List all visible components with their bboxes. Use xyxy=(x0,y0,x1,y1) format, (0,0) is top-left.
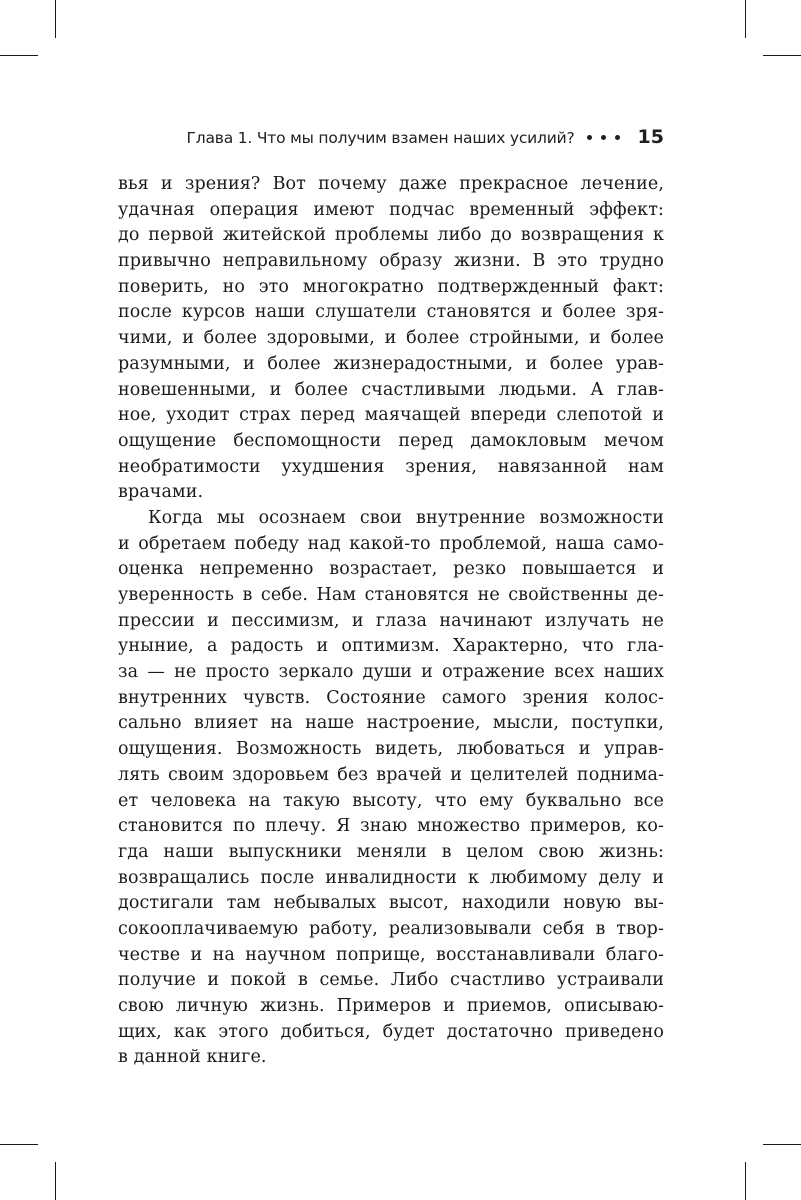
text-line: ет человека на такую высоту, что ему буквально все xyxy=(118,790,664,811)
crop-mark-left-top xyxy=(0,55,38,56)
dot-icon xyxy=(615,135,620,140)
text-line: становится по плечу. Я знаю множество примеров, ко- xyxy=(118,816,664,837)
text-line: получие и покой в семье. Либо счастливо устраивали xyxy=(118,970,664,991)
text-line: честве и на научном поприще, восстанавливали благо- xyxy=(118,944,664,965)
crop-mark-right-bottom xyxy=(763,1144,801,1145)
body-text xyxy=(118,172,664,1071)
crop-mark-top-right xyxy=(745,0,746,38)
text-line: Когда мы осознаем свои внутренние возможности xyxy=(148,507,664,528)
text-line: врачами. xyxy=(118,482,204,503)
dot-icon xyxy=(601,135,606,140)
text-line: удачная операция имеют подчас временный эффект: xyxy=(118,199,664,220)
text-line: за — не просто зеркало души и отражение всех наших xyxy=(118,662,664,683)
paragraph xyxy=(118,506,664,1071)
dot-icon xyxy=(587,135,592,140)
text-line: поверить, но это многократно подтвержденный факт: xyxy=(118,276,664,297)
crop-mark-top-left xyxy=(55,0,56,38)
text-line: разумными, и более жизнерадостными, и более урав- xyxy=(118,353,664,374)
text-line: чими, и более здоровыми, и более стройными, и более xyxy=(118,328,664,349)
crop-mark-bottom-left xyxy=(55,1162,56,1200)
text-line: свою личную жизнь. Примеров и приемов, описываю- xyxy=(118,996,664,1016)
crop-mark-left-bottom xyxy=(0,1144,38,1145)
text-line: новешенными, и более счастливыми людьми. А глав- xyxy=(118,379,664,400)
text-line: и обретаем победу над какой-то проблемой, наша само- xyxy=(118,533,664,554)
text-line: лять своим здоровьем без врачей и целителей поднима- xyxy=(118,764,664,785)
text-line: гда наши выпускники меняли в целом свою жизнь: xyxy=(118,841,664,862)
text-line: уныние, а радость и оптимизм. Характерно, что гла- xyxy=(118,636,664,657)
text-line: прессии и пессимизм, и глаза начинают излучать не xyxy=(118,610,664,631)
text-line: необратимости ухудшения зрения, навязанной нам xyxy=(118,456,664,477)
header-dots xyxy=(587,135,620,140)
text-line: щих, как этого добиться, будет достаточно приведено xyxy=(118,1021,664,1042)
text-line: сокооплачиваемую работу, реализовывали себя в твор- xyxy=(118,918,664,939)
text-line: возвращались после инвалидности к любимому делу и xyxy=(118,867,664,888)
text-line: ощущение беспомощности перед дамокловым мечом xyxy=(118,430,664,451)
paragraph xyxy=(118,172,664,506)
text-line: достигали там небывалых высот, находили новую вы- xyxy=(118,893,664,914)
crop-mark-bottom-right xyxy=(745,1162,746,1200)
text-line: в данной книге. xyxy=(118,1047,267,1068)
text-line: уверенность в себе. Нам становятся не свойственны де- xyxy=(118,585,664,605)
text-line: до первой житейской проблемы либо до возвращения к xyxy=(118,225,664,246)
text-line: внутренних чувств. Состояние самого зрения колос- xyxy=(118,687,664,708)
page-header xyxy=(118,126,664,148)
running-head: Глава 1. Что мы получим взамен наших усилий? xyxy=(186,129,575,147)
page-number: 15 xyxy=(637,126,664,148)
text-line: сально влияет на наше настроение, мысли, поступки, xyxy=(118,713,664,734)
text-line: ощущения. Возможность видеть, любоваться и управ- xyxy=(118,739,664,760)
text-line: привычно неправильному образу жизни. В это трудно xyxy=(118,251,664,272)
text-line: ное, уходит страх перед маячащей впереди слепотой и xyxy=(118,405,664,426)
text-line: вья и зрения? Вот почему даже прекрасное лечение, xyxy=(118,174,664,194)
crop-mark-right-top xyxy=(763,55,801,56)
text-line: после курсов наши слушатели становятся и более зря- xyxy=(118,302,664,323)
text-line: оценка непременно возрастает, резко повышается и xyxy=(118,559,664,580)
